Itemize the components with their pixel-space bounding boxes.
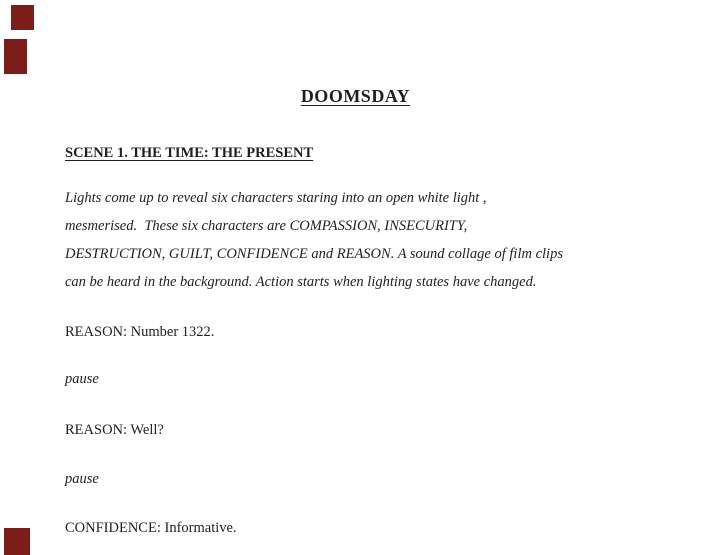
left-edge-mark-bottom xyxy=(4,528,30,555)
pause-line-1: pause xyxy=(65,371,99,387)
script-title: DOOMSDAY xyxy=(300,86,411,106)
scene-heading: SCENE 1. THE TIME: THE PRESENT xyxy=(65,145,314,161)
stage-direction-line: DESTRUCTION, GUILT, CONFIDENCE and REASON. A sound collage of film clips xyxy=(65,246,563,262)
stage-direction xyxy=(65,184,625,296)
stage-direction-line: can be heard in the background. Action starts when lighting states have changed. xyxy=(65,274,537,290)
left-edge-mark-top-2 xyxy=(4,39,27,74)
dialogue-line-reason-1: REASON: Number 1322. xyxy=(65,324,215,340)
dialogue-line-confidence: CONFIDENCE: Informative. xyxy=(65,520,237,536)
stage-direction-line: Lights come up to reveal six characters staring into an open white light , xyxy=(65,190,487,206)
dialogue-line-reason-2: REASON: Well? xyxy=(65,422,164,438)
pause-line-2: pause xyxy=(65,471,99,487)
left-edge-mark-top-1 xyxy=(11,5,34,30)
stage-direction-line: mesmerised. These six characters are COMPASSION, INSECURITY, xyxy=(65,218,468,234)
